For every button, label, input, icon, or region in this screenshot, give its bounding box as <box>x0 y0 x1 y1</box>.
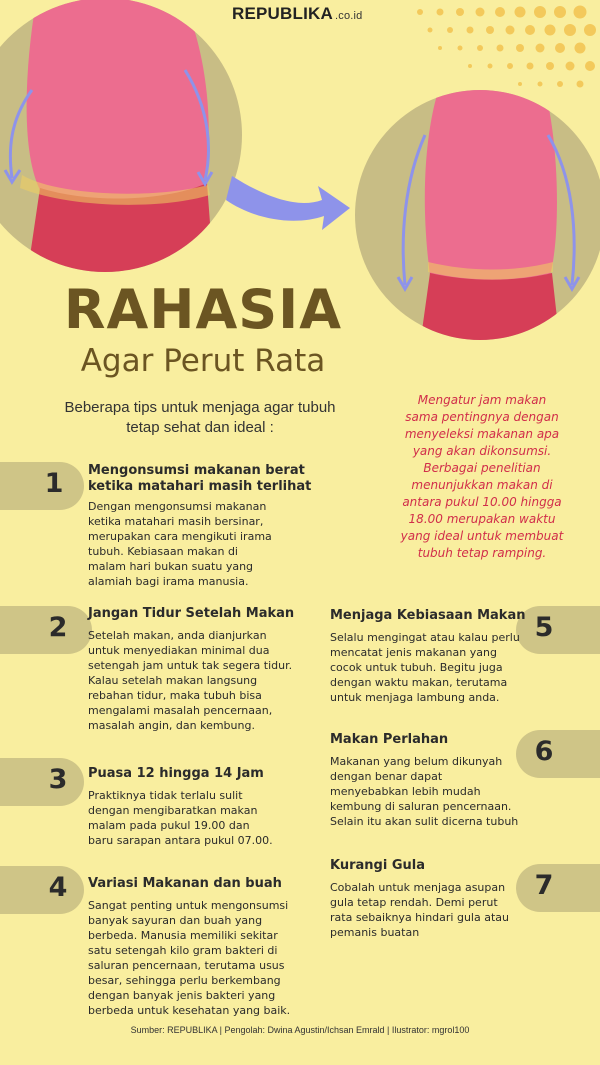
tip-title: Variasi Makanan dan buah <box>88 876 282 891</box>
tip-number-6: 6 <box>534 736 554 767</box>
page-title: RAHASIA <box>63 278 343 341</box>
halftone-dots-icon <box>417 6 596 88</box>
tip-title: Jangan Tidur Setelah Makan <box>88 606 295 621</box>
tip-number-2: 2 <box>48 612 68 643</box>
tip-number-4: 4 <box>48 872 68 903</box>
tip-body: Sangat penting untuk mengonsumsi banyak sayuran dan buah yang berbeda. Manusia memiliki sekitar satu setengah kilo gram bakteri di saluran pencernaan, terutama usus besar, sehingga perlu berkembang dengan banyak jenis bakteri yang berbeda untuk kesehatan yang baik. <box>88 899 291 1017</box>
tip-5 <box>330 608 530 705</box>
tip-number-3: 3 <box>48 764 68 795</box>
tip-body: Selalu mengingat atau kalau perlu mencatat jenis makanan yang cocok untuk tubuh. Begitu juga dengan waktu makan, terutama untuk menjaga lambung anda. <box>330 631 520 704</box>
page-subtitle: Agar Perut Rata <box>80 343 326 379</box>
brand-logo <box>232 4 362 24</box>
arrow-right-icon <box>226 176 350 230</box>
tip-number-1: 1 <box>44 468 64 499</box>
tip-title: Mengonsumsi makanan berat ketika matahari masih terlihat <box>88 463 312 494</box>
brand-suffix: .co.id <box>334 10 363 22</box>
before-figure <box>0 0 242 290</box>
tip-3 <box>88 766 328 848</box>
after-figure <box>355 64 600 345</box>
tip-body: Dengan mengonsumsi makanan ketika matahari masih bersinar, merupakan cara mengikuti irama tubuh. Kebiasaan makan di malam hari bukan suatu yang alamiah bagi irama manusia. <box>88 500 272 588</box>
tip-body: Makanan yang belum dikunyah dengan benar dapat menyebabkan lebih mudah kembung di saluran pencernaan. Selain itu akan sulit dicerna tubuh <box>330 755 519 828</box>
tip-title: Puasa 12 hingga 14 Jam <box>88 766 264 781</box>
tip-number-7: 7 <box>534 870 554 901</box>
tip-1 <box>88 463 328 589</box>
tip-body: Praktiknya tidak terlalu sulit dengan mengibaratkan makan malam pada pukul 19.00 dan baru sarapan antara pukul 07.00. <box>88 789 273 847</box>
tip-number-5: 5 <box>534 612 554 643</box>
tip-2 <box>88 606 328 733</box>
footer-credits: Sumber: REPUBLIKA | Pengolah: Dwina Agustin/Ichsan Emrald | Ilustrator: mgrol100 <box>130 1025 470 1035</box>
tip-7 <box>330 858 530 940</box>
brand-name: REPUBLIKA <box>232 4 333 23</box>
note-text: Mengatur jam makan sama pentingnya dengan menyeleksi makanan apa yang akan dikonsumsi. Berbagai penelitian menunjukkan makan di antara pukul 10.00 hingga 18.00 merupakan waktu yang ideal untuk membuat tubuh tetap ramping. <box>400 393 564 560</box>
tip-4 <box>88 876 328 1018</box>
tip-title: Kurangi Gula <box>330 858 425 873</box>
tip-6 <box>330 732 530 829</box>
tip-body: Cobalah untuk menjaga asupan gula tetap rendah. Demi perut rata sebaiknya hindari gula atau pemanis buatan <box>330 881 509 939</box>
tip-body: Setelah makan, anda dianjurkan untuk menyediakan minimal dua setengah jam untuk tak segera tidur. Kalau setelah makan langsung rebahan tidur, maka tubuh bisa mengalami masalah pencernaan, masalah angin, dan kembung. <box>88 629 293 732</box>
tip-title: Menjaga Kebiasaan Makan <box>330 608 526 623</box>
tip-title: Makan Perlahan <box>330 732 449 747</box>
intro-text: Beberapa tips untuk menjaga agar tubuh tetap sehat dan ideal : <box>64 399 336 436</box>
